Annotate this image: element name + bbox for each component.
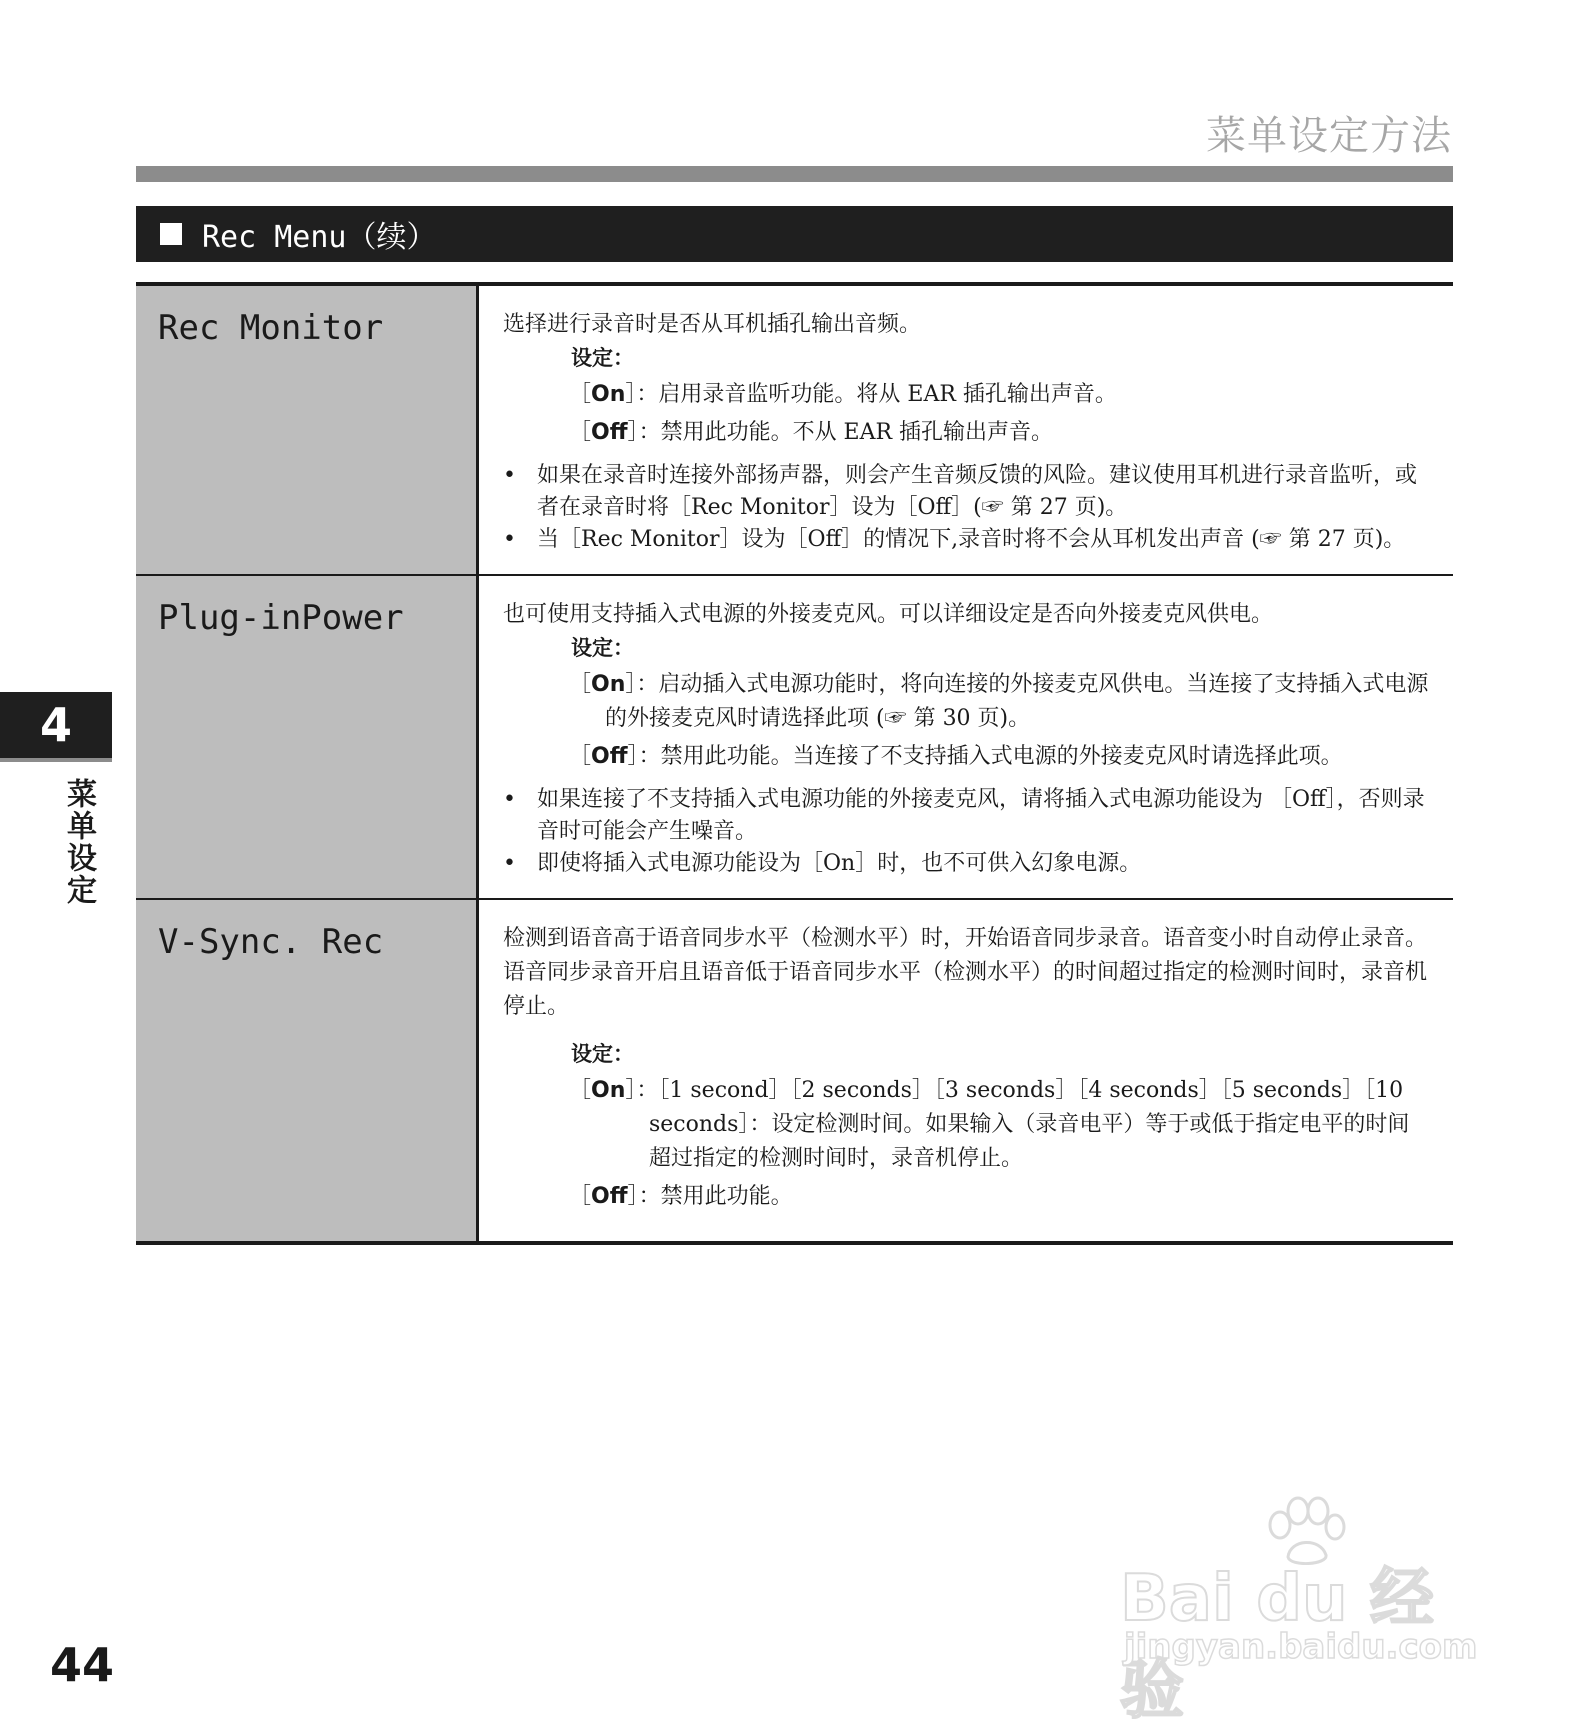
square-bullet-icon: [160, 223, 182, 245]
setting-key: Off: [591, 1184, 628, 1209]
menu-table: [136, 282, 1453, 1245]
chapter-label: 菜单设定: [61, 778, 96, 906]
setting-off: ［Off］：禁用此功能。不从 EAR 插孔输出声音。: [569, 420, 1054, 445]
chapter-number: 4: [39, 698, 72, 752]
description-intro: 检测到语音高于语音同步水平（检测水平）时，开始语音同步录音。语音变小时自动停止录音。语音同步录音开启且语音低于语音同步水平（检测水平）的时间超过指定的检测时间时，录音机停止。: [503, 926, 1428, 1019]
menu-row-v-sync-rec: [136, 899, 1453, 1243]
setting-off: ［Off］：禁用此功能。当连接了不支持插入式电源的外接麦克风时请选择此项。: [569, 744, 1343, 769]
setting-text: ：禁用此功能。当连接了不支持插入式电源的外接麦克风时请选择此项。: [638, 744, 1343, 769]
setting-on: ［On］：启动插入式电源功能时，将向连接的外接麦克风供电。当连接了支持插入式电源的外接麦克风时请选择此项 (☞ 第 30 页)。: [569, 672, 1429, 731]
settings-label: 设定：: [571, 636, 634, 660]
notes-list: [503, 784, 1431, 880]
menu-row-plug-in-power: [136, 575, 1453, 899]
setting-text: ：禁用此功能。: [638, 1184, 793, 1209]
note-item: • 如果在录音时连接外部扬声器，则会产生音频反馈的风险。建议使用耳机进行录音监听，或者在录音时将［Rec Monitor］设为［Off］(☞ 第 27 页)。: [503, 460, 1431, 524]
watermark-brand: Bai du 经验: [1120, 1562, 1434, 1728]
chapter-tab-shade: [0, 758, 112, 762]
notes-list: [503, 460, 1431, 556]
setting-on: ［On］：启用录音监听功能。将从 EAR 插孔输出声音。: [569, 382, 1117, 407]
menu-row-rec-monitor: [136, 284, 1453, 575]
page-number: 44: [50, 1638, 115, 1692]
settings-label: 设定：: [571, 346, 634, 370]
description-intro: 也可使用支持插入式电源的外接麦克风。可以详细设定是否向外接麦克风供电。: [503, 602, 1274, 627]
page-header-title: 菜单设定方法: [1206, 113, 1452, 159]
settings-label: 设定：: [571, 1042, 634, 1066]
menu-item-name: Rec Monitor: [158, 308, 384, 348]
setting-text: ：禁用此功能。不从 EAR 插孔输出声音。: [638, 420, 1054, 445]
setting-text: ：启用录音监听功能。将从 EAR 插孔输出声音。: [636, 382, 1117, 407]
menu-item-description: [478, 284, 1454, 575]
chapter-number-tab: [0, 692, 112, 758]
section-title: Rec Menu（续）: [202, 220, 437, 255]
menu-item-name: Plug-inPower: [158, 598, 404, 638]
baidu-watermark: [1120, 1495, 1480, 1728]
watermark-url: jingyan.baidu.com: [1124, 1627, 1478, 1667]
description-intro: 选择进行录音时是否从耳机插孔输出音频。: [503, 312, 922, 337]
menu-item-name-cell: [136, 575, 478, 899]
setting-key: On: [591, 1078, 626, 1103]
menu-item-description: [478, 899, 1454, 1243]
setting-key: On: [591, 672, 626, 697]
setting-key: Off: [591, 744, 628, 769]
menu-item-name: V-Sync. Rec: [158, 922, 384, 962]
setting-off: ［Off］：禁用此功能。: [569, 1184, 793, 1209]
menu-item-description: [478, 575, 1454, 899]
setting-key: On: [591, 382, 626, 407]
note-item: • 即使将插入式电源功能设为［On］时，也不可供入幻象电源。: [503, 848, 1431, 880]
menu-item-name-cell: [136, 899, 478, 1243]
setting-text: ：启动插入式电源功能时，将向连接的外接麦克风供电。当连接了支持插入式电源的外接麦克风时请选择此项 (☞ 第 30 页)。: [605, 672, 1429, 731]
setting-on: ［On］：［1 second］［2 seconds］［3 seconds］［4 seconds］［5 seconds］［10 seconds］：设定检测时间。如果输入（录音电平）等于或低于指定电平的时间超过指定的检测时间时，录音机停止。: [569, 1078, 1410, 1171]
setting-text: ：［1 second］［2 seconds］［3 seconds］［4 seconds］［5 seconds］［10 seconds］：设定检测时间。如果输入（录音电平）等于或低于指定电平的时间超过指定的检测时间时，录音机停止。: [636, 1078, 1410, 1171]
setting-key: Off: [591, 420, 628, 445]
section-title-bar: [136, 206, 1453, 262]
note-item: • 当［Rec Monitor］设为［Off］的情况下,录音时将不会从耳机发出声音 (☞ 第 27 页)。: [503, 524, 1431, 556]
header-rule: [136, 166, 1453, 182]
note-item: • 如果连接了不支持插入式电源功能的外接麦克风，请将插入式电源功能设为 ［Off］，否则录音时可能会产生噪音。: [503, 784, 1431, 848]
menu-item-name-cell: [136, 284, 478, 575]
